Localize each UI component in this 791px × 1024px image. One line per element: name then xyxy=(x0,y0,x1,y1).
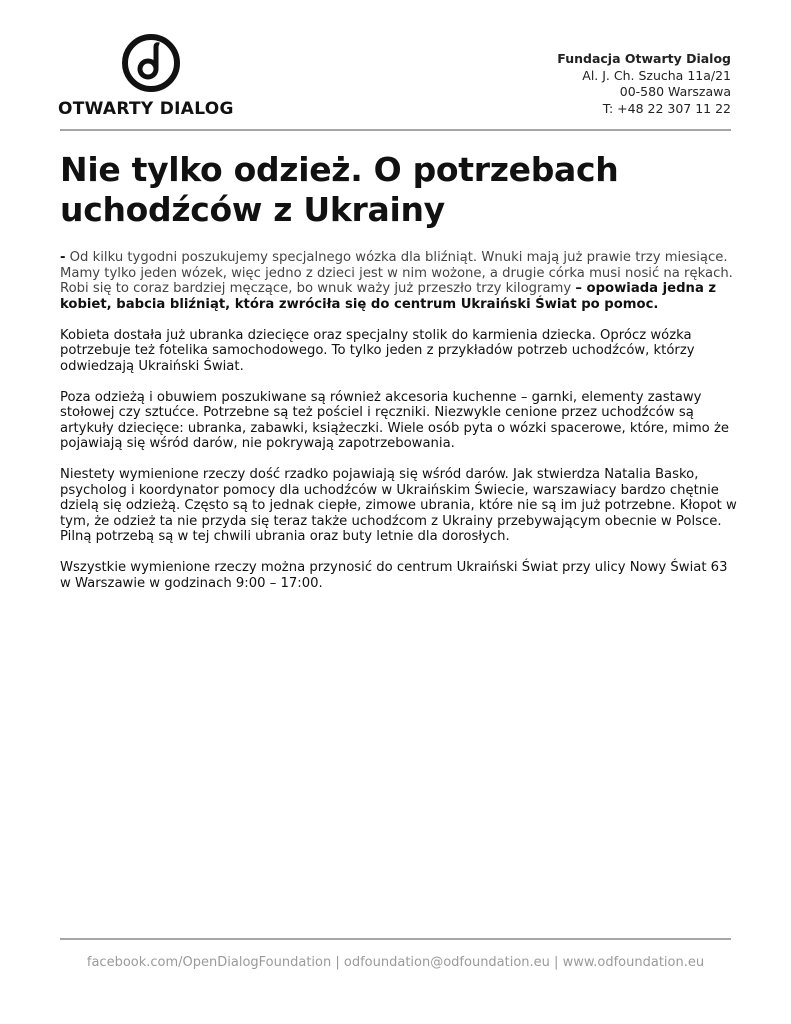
logo xyxy=(58,33,248,119)
address-city: 00-580 Warszawa xyxy=(619,84,731,99)
logo-text: OTWARTY DIALOG xyxy=(58,99,234,119)
lead-quote: Od kilku tygodni poszukujemy specjalnego wózka dla bliźniąt. Wnuki mają już prawie trzy miesiące. Mamy tylko jeden wózek, więc jedno z dzieci jest w nim wożone, a drugie córka musi nosić na rękach. Robi się to coraz bardziej męczące, bo wnuk waży już przeszło trzy kilogramy xyxy=(60,250,733,296)
open-dialog-logo-icon xyxy=(121,33,181,93)
paragraph: Niestety wymienione rzeczy dość rzadko pojawiają się wśród darów. Jak stwierdza Natalia Basko, psycholog i koordynator pomocy dla uchodźców w Ukraińskim Świecie, warszawiacy bardzo chętnie dzielą się odzieżą. Często są to jednak ciepłe, zimowe ubrania, które nie są im już potrzebne. Kłopot w tym, że odzież ta nie przyda się teraz także uchodźcom z Ukrainy przebywającym obecnie w Polsce. Pilną potrzebą są w tej chwili ubrania oraz buty letnie dla dorosłych. xyxy=(60,467,737,544)
article-title: Nie tylko odzież. O potrzebach uchodźców z Ukrainy xyxy=(60,150,619,229)
paragraph: Kobieta dostała już ubranka dziecięce oraz specjalny stolik do karmienia dziecka. Oprócz wózka potrzebuje też fotelika samochodowego. To tylko jeden z przykładów potrzeb uchodźców, którzy odwiedzają Ukraiński Świat. xyxy=(60,327,695,374)
address-phone: T: +48 22 307 11 22 xyxy=(602,100,731,116)
header-divider xyxy=(60,129,731,131)
lead-dash: - xyxy=(60,250,66,265)
footer-divider xyxy=(60,938,731,940)
paragraph: Poza odzieżą i obuwiem poszukiwane są również akcesoria kuchenne – garnki, elementy zastawy stołowej czy sztućce. Potrzebne są też pościel i ręczniki. Niezwykle cenione przez uchodźców są artykuły dziecięce: ubranka, zabawki, książeczki. Wiele osób pyta o wózki spacerowe, które, mimo że pojawiają się wśród darów, nie pokrywają zapotrzebowania. xyxy=(60,389,729,451)
organization-name: Fundacja Otwarty Dialog xyxy=(557,51,731,66)
address-street: Al. J. Ch. Szucha 11a/21 xyxy=(582,67,731,83)
lead-paragraph xyxy=(60,250,740,312)
footer-contact: facebook.com/OpenDialogFoundation | odfoundation@odfoundation.eu | www.odfoundation.eu xyxy=(86,955,705,970)
lead-attribution: – opowiada jedna z kobiet, babcia bliźniąt, która zwróciła się do centrum Ukraiński Świat po pomoc. xyxy=(60,281,717,312)
paragraph: Wszystkie wymienione rzeczy można przynosić do centrum Ukraiński Świat przy ulicy Nowy Świat 63 w Warszawie w godzinach 9:00 – 17:00. xyxy=(60,560,728,591)
organization-address xyxy=(557,51,731,117)
article-body xyxy=(60,250,740,607)
